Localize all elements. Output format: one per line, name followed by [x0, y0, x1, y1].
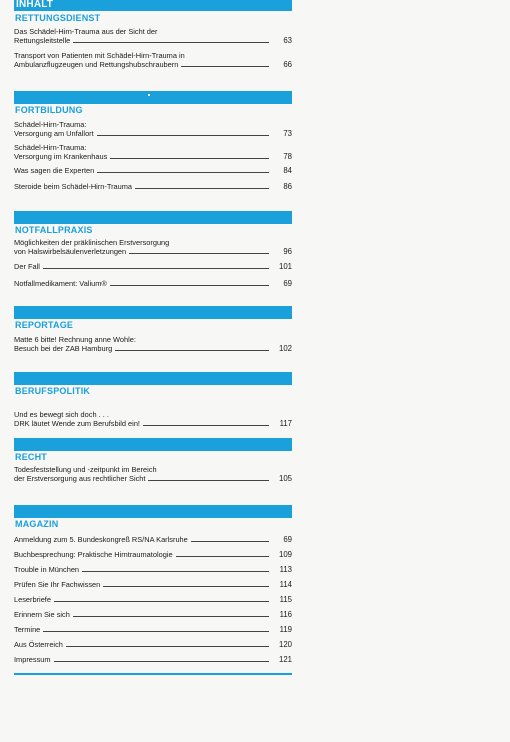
leader-line: [97, 172, 269, 173]
page-number: 66: [283, 60, 292, 69]
leader-line: [191, 541, 269, 542]
contents-title: INHALT: [16, 0, 54, 10]
section-title: MAGAZIN: [15, 519, 59, 529]
page-number: 115: [279, 595, 292, 604]
leader-line: [43, 631, 269, 632]
section-rettungsdienst: [14, 0, 292, 69]
entry-line: Das Schädel-Hirn-Trauma aus der Sicht der: [14, 27, 158, 36]
toc-entry[interactable]: [14, 550, 292, 559]
toc-entry[interactable]: [14, 625, 292, 634]
entry-line: DRK läutet Wende zum Berufsbild ein!: [14, 419, 140, 428]
section-berufspolitik: [14, 372, 292, 428]
page-number: 109: [278, 550, 292, 559]
bar-speck: [148, 94, 150, 96]
entry-line: von Halswirbelsäulenverletzungen: [14, 247, 127, 256]
section-magazin: [14, 505, 292, 664]
page-number: 96: [283, 247, 292, 256]
leader-line: [97, 135, 269, 136]
header-bar: [14, 0, 292, 11]
toc-entry[interactable]: [14, 238, 292, 256]
toc-entry[interactable]: [14, 182, 292, 191]
section-notfallpraxis: [14, 211, 292, 288]
page-number: 102: [278, 344, 292, 353]
leader-line: [103, 586, 269, 587]
entry-list: [14, 27, 292, 69]
leader-line: [110, 285, 269, 286]
section-bar: [14, 211, 292, 224]
page-number: 63: [283, 36, 292, 45]
entry-line: Notfallmedikament: Valium®: [14, 279, 107, 288]
toc-entry[interactable]: [14, 279, 292, 288]
entry-line: Trouble in München: [14, 565, 80, 574]
leader-line: [82, 571, 269, 572]
entry-list: [14, 535, 292, 664]
entry-line: Transport von Patienten mit Schädel-Hirn-Trauma in: [14, 51, 185, 60]
entry-line: Schädel-Hirn-Trauma:: [14, 120, 87, 129]
entry-list: [14, 120, 292, 191]
section-bar: [14, 505, 292, 518]
entry-list: [14, 465, 292, 483]
page-number: 78: [283, 152, 292, 161]
leader-line: [135, 188, 269, 189]
toc-entry[interactable]: [14, 410, 292, 428]
leader-line: [66, 646, 269, 647]
leader-line: [129, 253, 269, 254]
page-number: 69: [283, 279, 292, 288]
entry-line: Was sagen die Experten: [14, 166, 95, 175]
leader-line: [110, 158, 269, 159]
entry-line: Rettungsleitstelle: [14, 36, 71, 45]
entry-line: Versorgung am Unfallort: [14, 129, 94, 138]
toc-entry[interactable]: [14, 535, 292, 544]
toc-entry[interactable]: [14, 640, 292, 649]
section-recht: [14, 438, 292, 483]
entry-list: [14, 335, 292, 353]
toc-entry[interactable]: [14, 335, 292, 353]
entry-line: der Erstversorgung aus rechtlicher Sicht: [14, 474, 146, 483]
page-number: 69: [283, 535, 292, 544]
toc-entry[interactable]: [14, 27, 292, 45]
section-title: BERUFSPOLITIK: [15, 386, 91, 396]
page-number: 105: [278, 474, 292, 483]
toc-entry[interactable]: [14, 143, 292, 161]
toc-entry[interactable]: [14, 465, 292, 483]
section-bar: [14, 306, 292, 319]
entry-line: Anmeldung zum 5. Bundeskongreß RS/NA Karlsruhe: [14, 535, 188, 544]
entry-line: Ambulanzflugzeugen und Rettungshubschraubern: [14, 60, 179, 69]
entry-line: Und es bewegt sich doch . . .: [14, 410, 109, 419]
page-number: 114: [279, 580, 292, 589]
leader-line: [115, 350, 269, 351]
entry-line: Leserbriefe: [14, 595, 51, 604]
toc-entry[interactable]: [14, 120, 292, 138]
section-title: RECHT: [15, 452, 47, 462]
leader-line: [43, 268, 269, 269]
page-number: 113: [279, 565, 292, 574]
leader-line: [54, 601, 269, 602]
leader-line: [73, 616, 269, 617]
toc-entry[interactable]: [14, 51, 292, 69]
entry-line: Möglichkeiten der präklinischen Erstversorgung: [14, 238, 170, 247]
toc-entry[interactable]: [14, 580, 292, 589]
entry-line: Versorgung im Krankenhaus: [14, 152, 108, 161]
section-title: RETTUNGSDIENST: [15, 13, 101, 23]
toc-entry[interactable]: [14, 166, 292, 175]
leader-line: [176, 556, 269, 557]
toc-entry[interactable]: [14, 655, 292, 664]
section-title: REPORTAGE: [15, 320, 74, 330]
closing-rule: [14, 673, 292, 675]
section-fortbildung: [14, 91, 292, 191]
leader-line: [73, 42, 269, 43]
entry-line: Buchbesprechung: Praktische Hirntraumatologie: [14, 550, 173, 559]
entry-line: Matte 6 bitte! Rechnung anne Wohle:: [14, 335, 136, 344]
entry-line: Steroide beim Schädel-Hirn-Trauma: [14, 182, 133, 191]
entry-list: [14, 238, 292, 288]
entry-line: Besuch bei der ZAB Hamburg: [14, 344, 113, 353]
toc-entry[interactable]: [14, 565, 292, 574]
entry-line: Todesfeststellung und -zeitpunkt im Bereich: [14, 465, 157, 474]
entry-line: Aus Österreich: [14, 640, 63, 649]
leader-line: [54, 661, 269, 662]
section-title: NOTFALLPRAXIS: [15, 225, 93, 235]
toc-entry[interactable]: [14, 595, 292, 604]
toc-entry[interactable]: [14, 262, 292, 271]
page-number: 84: [283, 166, 292, 175]
entry-list: [14, 410, 292, 428]
section-bar: [14, 91, 292, 104]
entry-line: Der Fall: [14, 262, 40, 271]
toc-entry[interactable]: [14, 610, 292, 619]
page-number: 121: [278, 655, 292, 664]
page-number: 101: [278, 262, 292, 271]
entry-line: Erinnern Sie sich: [14, 610, 70, 619]
page-number: 117: [279, 419, 292, 428]
page-number: 86: [283, 182, 292, 191]
entry-line: Impressum: [14, 655, 51, 664]
page-number: 120: [278, 640, 292, 649]
leader-line: [143, 425, 269, 426]
page-number: 73: [283, 129, 292, 138]
entry-line: Schädel-Hirn-Trauma:: [14, 143, 87, 152]
page-number: 116: [279, 610, 292, 619]
entry-line: Prüfen Sie Ihr Fachwissen: [14, 580, 101, 589]
leader-line: [148, 480, 269, 481]
section-title: FORTBILDUNG: [15, 105, 83, 115]
leader-line: [181, 66, 269, 67]
section-reportage: [14, 306, 292, 353]
section-bar: [14, 438, 292, 451]
page-number: 119: [279, 625, 292, 634]
entry-line: Termine: [14, 625, 41, 634]
section-bar: [14, 372, 292, 385]
